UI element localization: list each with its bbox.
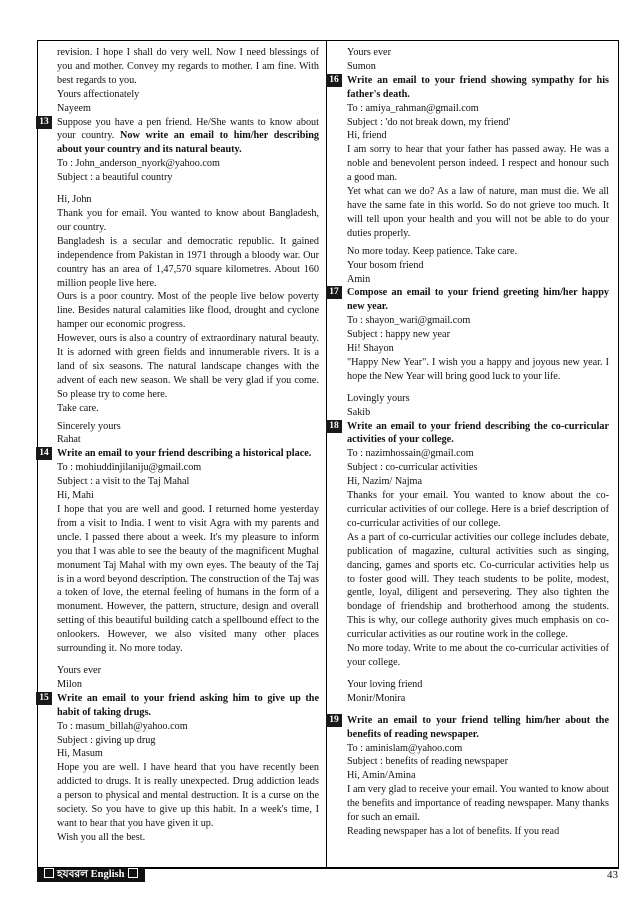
- email-paragraph: Thanks for your email. You wanted to know about the co-curricular activities of our college. Here is a brief description of co-curricular activities of our college.: [347, 490, 609, 529]
- email-signature: Sakib: [347, 406, 371, 418]
- email-signature: Milon: [57, 678, 82, 690]
- square-icon: [128, 868, 138, 878]
- brand-logo: [37, 868, 145, 882]
- intro-closing: Yours ever: [347, 47, 391, 58]
- question-number: 16: [326, 74, 342, 87]
- email-paragraph: Bangladesh is a secular and democratic republic. It gained independence from Pakistan in 1971 through a bloody war. Our country has an area of 1,47,570 square kilometres. About 160 million people live here.: [57, 235, 319, 289]
- column-divider: [326, 40, 327, 868]
- intro-closing: Yours affectionately: [57, 88, 140, 100]
- left-column: [39, 46, 319, 845]
- email-greeting: Hi, John: [57, 194, 92, 206]
- email-signature: Monir/Monira: [347, 692, 406, 704]
- email-paragraph: Thank you for email. You wanted to know about Bangladesh, our country.: [57, 207, 319, 233]
- email-to: To : shayon_wari@gmail.com: [347, 315, 471, 327]
- question-text: Compose an email to your friend greeting him/her happy new year.: [347, 287, 609, 313]
- email-subject: Subject : giving up drug: [57, 734, 156, 746]
- email-closing: Lovingly yours: [347, 392, 410, 404]
- question-16: [329, 74, 609, 287]
- question-number: 18: [326, 420, 342, 433]
- square-icon: [44, 868, 54, 878]
- email-subject: Subject : co-curricular activities: [347, 462, 478, 474]
- email-paragraph: Ours is a poor country. Most of the people live below poverty line. Besides natural calamities like flood, drought and cyclone hamper our economic progress.: [57, 291, 319, 331]
- question-text: Write an email to your friend describing the co-curricular activities of your college.: [347, 420, 609, 446]
- question-number: 13: [36, 116, 52, 129]
- email-paragraph: I hope that you are well and good. I returned home yesterday from a visit to India. I went to visit Agra with my parents and uncle. I passed there about a week. It's my pleasure to inform you that I was able to see the beauty of the magnificent Mughal monument Taj Mahal with my own eyes. The beauty of the Taj is in a word beyond description. The construction of the Taj was a token of love, the eternal feeling of humans in the form of a monument. However, the pattern, structure, design and overall setting of this beautiful building catch a spellbound effect to the onlookers. However, we also visited many other places surrounding it. No more today.: [57, 504, 319, 655]
- right-column: [329, 46, 609, 839]
- email-subject: Subject : benefits of reading newspaper: [347, 756, 508, 768]
- email-to: To : aminislam@yahoo.com: [347, 742, 463, 754]
- email-to: To : amiya_rahman@gmail.com: [347, 102, 479, 114]
- question-19: [329, 714, 609, 839]
- question-number: 14: [36, 447, 52, 460]
- email-paragraph: I am sorry to hear that your father has passed away. He was a noble and benevolent person indeed. I respect and honour such a good man.: [347, 144, 609, 184]
- question-text: Write an email to your friend asking him to give up the habit of taking drugs.: [57, 692, 319, 718]
- email-greeting: Hi, Mahi: [57, 490, 94, 502]
- email-subject: Subject : a visit to the Taj Mahal: [57, 476, 190, 488]
- email-to: To : masum_billah@yahoo.com: [57, 720, 188, 732]
- email-closing: Sincerely yours: [57, 420, 121, 432]
- email-to: To : mohiuddinjilaniju@gmail.com: [57, 462, 202, 474]
- brand-text: হযবরল English: [57, 869, 125, 880]
- email-paragraph: As a part of co-curricular activities our college includes debate, publication of magazine, cultural activities such as singing, dancing, games and sports etc. Co-curricular activities help us to foster good will. They teach students to be polite, modest, gentle, loyal, diligent and persevering. They also tighten the bondage of friendship and brotherhood among the students. This is why, our college authority gives much emphasis on co-curricular activities as our routine work in the college.: [347, 531, 609, 641]
- question-15: [39, 692, 319, 845]
- email-paragraph: No more today. Write to me about the co-curricular activities of your college.: [347, 643, 609, 668]
- email-paragraph: Wish you all the best.: [57, 831, 146, 843]
- email-after: No more today. Keep patience. Take care.: [347, 245, 518, 257]
- email-paragraph: Reading newspaper has a lot of benefits. If you read: [347, 825, 560, 837]
- question-prefix: Suppose you have a pen friend. He/She wants to know about your country.: [57, 116, 319, 142]
- email-greeting: Hi, Amin/Amina: [347, 770, 416, 782]
- page-number: 43: [607, 869, 618, 881]
- question-text: [57, 116, 319, 158]
- question-number: 17: [326, 286, 342, 299]
- email-greeting: Hi, friend: [347, 130, 387, 142]
- email-signature: Rahat: [57, 434, 81, 446]
- email-to: To : John_anderson_nyork@yahoo.com: [57, 158, 220, 170]
- intro-signature: Nayeem: [57, 102, 91, 114]
- question-text: Write an email to your friend telling him/her about the benefits of reading newspaper.: [347, 714, 609, 740]
- email-paragraph: Take care.: [57, 402, 99, 414]
- question-18: [329, 420, 609, 706]
- email-greeting: Hi! Shayon: [347, 343, 394, 355]
- question-number: 19: [326, 714, 342, 727]
- email-signature: Amin: [347, 273, 371, 285]
- email-paragraph: "Happy New Year". I wish you a happy and joyous new year. I hope the New Year will bring good luck to your life.: [347, 356, 609, 382]
- question-number: 15: [36, 692, 52, 705]
- question-17: [329, 286, 609, 419]
- question-text: Write an email to your friend showing sympathy for his father's death.: [347, 74, 609, 100]
- email-closing: Your loving friend: [347, 678, 423, 690]
- intro-paragraph: revision. I hope I shall do very well. Now I need blessings of you and mother. Convey my regards to mother. I am fine. With best regards to you.: [57, 47, 319, 86]
- question-13: [39, 116, 319, 448]
- email-subject: Subject : happy new year: [347, 329, 450, 341]
- email-subject: Subject : a beautiful country: [57, 172, 173, 184]
- intro-signature: Sumon: [347, 60, 376, 72]
- email-paragraph: Yet what can we do? As a law of nature, man must die. We all have the same fate in this world. So do not grieve too much. It will tell upon your health and you will not be able to do your duties properly.: [347, 186, 609, 239]
- question-14: [39, 447, 319, 691]
- email-closing: Your bosom friend: [347, 259, 424, 271]
- email-greeting: Hi, Nazim/ Najma: [347, 476, 422, 488]
- email-greeting: Hi, Masum: [57, 748, 103, 760]
- email-paragraph: However, ours is also a country of extraordinary natural beauty. It is adorned with green fields and innumerable rivers. It is a land of six seasons. The natural landscape changes with the advent of each new season. We shall be very glad if you come. So please try to come here.: [57, 333, 319, 400]
- question-bold: Now write an email to him/her describing about your country and its natural beauty.: [57, 130, 319, 156]
- email-to: To : nazimhossain@gmail.com: [347, 448, 474, 460]
- email-subject: Subject : 'do not break down, my friend': [347, 116, 511, 128]
- email-paragraph: I am very glad to receive your email. You wanted to know about the benefits and importance of reading newspaper. Many thanks for such an email.: [347, 784, 609, 824]
- email-paragraph: Hope you are well. I have heard that you have recently been addicted to drugs. It is really unexpected. Drug addiction leads a person to physical and mental destruction. It is a curse on the society. So you have to give up this habit. In a week's time, I want to hear that you have given it up.: [57, 762, 319, 829]
- email-closing: Yours ever: [57, 664, 101, 676]
- question-text: Write an email to your friend describing a historical place.: [57, 448, 312, 460]
